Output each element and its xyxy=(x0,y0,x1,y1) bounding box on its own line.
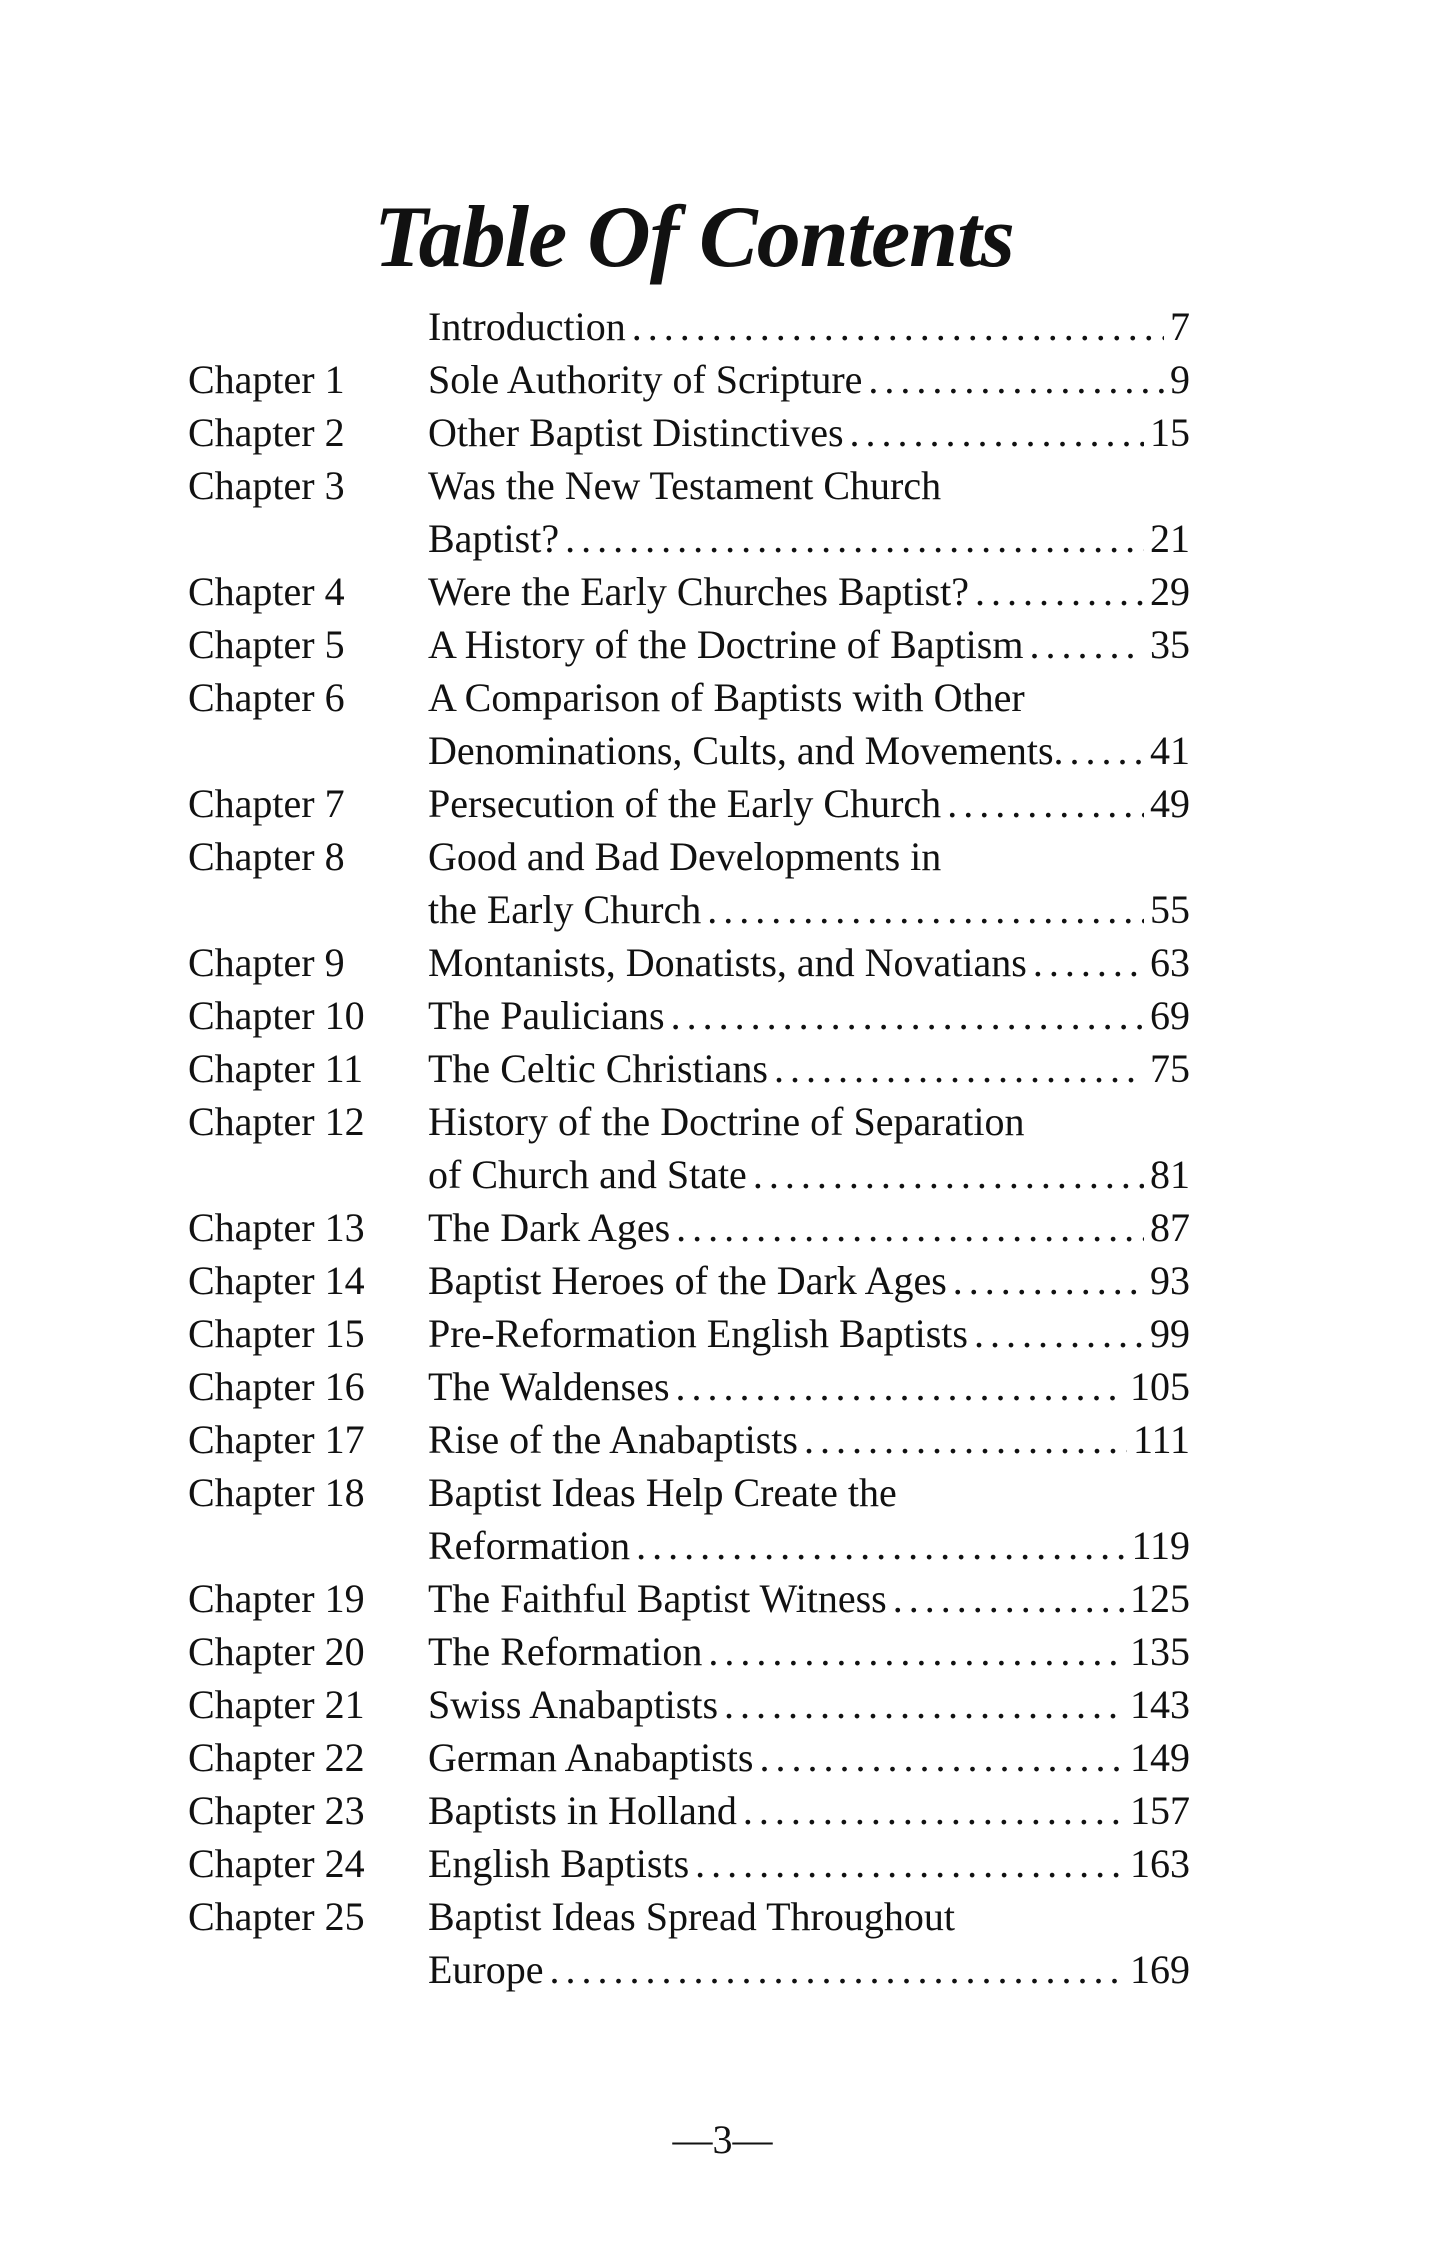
dot-leader xyxy=(708,1625,1124,1678)
entry-title-text: German Anabaptists xyxy=(428,1735,754,1780)
entry-title-text: Persecution of the Early Church xyxy=(428,781,942,826)
page-reference: 111 xyxy=(1132,1417,1190,1462)
entry-title-line xyxy=(428,1201,1190,1254)
dot-leader xyxy=(953,1254,1144,1307)
page-reference: 21 xyxy=(1150,516,1190,561)
entry-title-text: The Paulicians xyxy=(428,993,665,1038)
entry-title-line xyxy=(428,1731,1190,1784)
toc-entry xyxy=(0,777,1445,830)
page-reference: 87 xyxy=(1150,1205,1190,1250)
entry-title-line xyxy=(428,565,1190,618)
page-reference: 7 xyxy=(1170,304,1190,349)
entry-title-text: Pre-Reformation English Baptists xyxy=(428,1311,968,1356)
entry-title-line xyxy=(428,353,1190,406)
chapter-label: Chapter 20 xyxy=(188,1629,365,1674)
chapter-label: Chapter 7 xyxy=(188,781,345,826)
entry-title-text: English Baptists xyxy=(428,1841,690,1886)
chapter-label: Chapter 18 xyxy=(188,1470,365,1515)
chapter-label: Chapter 8 xyxy=(188,834,345,879)
entry-title-line xyxy=(428,1148,1190,1201)
page-reference: 119 xyxy=(1131,1523,1190,1568)
entry-title-line xyxy=(428,777,1190,830)
toc-entry xyxy=(0,1201,1445,1254)
page-reference: 125 xyxy=(1130,1576,1190,1621)
toc-entry xyxy=(0,1466,1445,1572)
chapter-label: Chapter 5 xyxy=(188,622,345,667)
toc-entry xyxy=(0,1625,1445,1678)
chapter-label: Chapter 1 xyxy=(188,357,345,402)
toc-entry xyxy=(0,1042,1445,1095)
entry-title-line xyxy=(428,1890,1190,1943)
chapter-label: Chapter 19 xyxy=(188,1576,365,1621)
entry-title-line xyxy=(428,1095,1190,1148)
entry-title-text: The Celtic Christians xyxy=(428,1046,768,1091)
toc-entry xyxy=(0,1678,1445,1731)
entry-title-line xyxy=(428,1042,1190,1095)
entry-title-line xyxy=(428,883,1190,936)
dot-leader xyxy=(947,777,1144,830)
page-reference: 81 xyxy=(1150,1152,1190,1197)
dot-leader xyxy=(550,1943,1124,1996)
toc-entry xyxy=(0,1731,1445,1784)
entry-title-line xyxy=(428,459,1190,512)
toc-entry xyxy=(0,1360,1445,1413)
entry-title-line xyxy=(428,1678,1190,1731)
dot-leader xyxy=(850,406,1144,459)
dot-leader xyxy=(565,512,1144,565)
toc-entry xyxy=(0,618,1445,671)
entry-title-line xyxy=(428,1254,1190,1307)
page-reference: 135 xyxy=(1130,1629,1190,1674)
toc-entry xyxy=(0,353,1445,406)
dot-leader xyxy=(975,565,1144,618)
entry-title-line xyxy=(428,1625,1190,1678)
entry-title-text: History of the Doctrine of Separation xyxy=(428,1099,1025,1144)
toc-entry xyxy=(0,1784,1445,1837)
page-reference: 169 xyxy=(1130,1947,1190,1992)
chapter-label: Chapter 12 xyxy=(188,1099,365,1144)
chapter-label: Chapter 13 xyxy=(188,1205,365,1250)
entry-title-text: A History of the Doctrine of Baptism xyxy=(428,622,1024,667)
page-reference: 41 xyxy=(1150,728,1190,773)
entry-title-line xyxy=(428,1837,1190,1890)
chapter-label: Chapter 10 xyxy=(188,993,365,1038)
entry-title-text: Baptist Ideas Spread Throughout xyxy=(428,1894,955,1939)
page-reference: 105 xyxy=(1130,1364,1190,1409)
toc-entry xyxy=(0,936,1445,989)
entry-title-text: The Waldenses xyxy=(428,1364,670,1409)
entry-title-line xyxy=(428,1784,1190,1837)
entry-title-line xyxy=(428,512,1190,565)
entry-title-line xyxy=(428,1360,1190,1413)
toc-entry xyxy=(0,671,1445,777)
toc-entry xyxy=(0,406,1445,459)
entry-title-line xyxy=(428,671,1190,724)
toc-entry xyxy=(0,989,1445,1042)
chapter-label: Chapter 4 xyxy=(188,569,345,614)
dot-leader xyxy=(760,1731,1125,1784)
entry-title-text: Baptist? xyxy=(428,516,560,561)
entry-title-line xyxy=(428,1572,1190,1625)
page-reference: 99 xyxy=(1150,1311,1190,1356)
chapter-label: Chapter 17 xyxy=(188,1417,365,1462)
toc-entry xyxy=(0,830,1445,936)
dot-leader xyxy=(1070,724,1144,777)
toc-entry xyxy=(0,1095,1445,1201)
dot-leader xyxy=(632,300,1164,353)
entry-title-text: Other Baptist Distinctives xyxy=(428,410,844,455)
chapter-label: Chapter 3 xyxy=(188,463,345,508)
dot-leader xyxy=(774,1042,1144,1095)
dot-leader xyxy=(676,1360,1124,1413)
entry-title-line xyxy=(428,1413,1190,1466)
page-reference: 9 xyxy=(1170,357,1190,402)
entry-title-line xyxy=(428,1307,1190,1360)
page-reference: 93 xyxy=(1150,1258,1190,1303)
chapter-label: Chapter 2 xyxy=(188,410,345,455)
page-title: Table Of Contents xyxy=(374,189,1014,286)
entry-title-line xyxy=(428,989,1190,1042)
page-number: —3— xyxy=(672,2117,773,2162)
entry-title-text: Baptist Ideas Help Create the xyxy=(428,1470,897,1515)
entry-title-text: A Comparison of Baptists with Other xyxy=(428,675,1025,720)
chapter-label: Chapter 6 xyxy=(188,675,345,720)
dot-leader xyxy=(804,1413,1127,1466)
entry-title-text: Sole Authority of Scripture xyxy=(428,357,863,402)
table-of-contents xyxy=(0,300,1445,1996)
page-reference: 149 xyxy=(1130,1735,1190,1780)
entry-title-line xyxy=(428,936,1190,989)
entry-title-text: Was the New Testament Church xyxy=(428,463,942,508)
toc-entry xyxy=(0,1413,1445,1466)
entry-title-text: the Early Church xyxy=(428,887,702,932)
entry-title-text: Were the Early Churches Baptist? xyxy=(428,569,970,614)
toc-entry xyxy=(0,1572,1445,1625)
toc-entry xyxy=(0,1890,1445,1996)
entry-title-line xyxy=(428,830,1190,883)
page-reference: 55 xyxy=(1150,887,1190,932)
dot-leader xyxy=(695,1837,1124,1890)
toc-entry xyxy=(0,300,1445,353)
dot-leader xyxy=(868,353,1164,406)
entry-title-text: Europe xyxy=(428,1947,544,1992)
entry-title-text: Baptists in Holland xyxy=(428,1788,737,1833)
chapter-label: Chapter 22 xyxy=(188,1735,365,1780)
dot-leader xyxy=(671,989,1144,1042)
entry-title-line xyxy=(428,724,1190,777)
dot-leader xyxy=(636,1519,1125,1572)
chapter-label: Chapter 21 xyxy=(188,1682,365,1727)
entry-title-line xyxy=(428,1519,1190,1572)
toc-entry xyxy=(0,459,1445,565)
entry-title-text: Montanists, Donatists, and Novatians xyxy=(428,940,1027,985)
page-reference: 69 xyxy=(1150,993,1190,1038)
entry-title-text: of Church and State xyxy=(428,1152,747,1197)
entry-title-line xyxy=(428,1466,1190,1519)
entry-title-text: The Dark Ages xyxy=(428,1205,671,1250)
chapter-label: Chapter 9 xyxy=(188,940,345,985)
chapter-label: Chapter 11 xyxy=(188,1046,364,1091)
dot-leader xyxy=(893,1572,1124,1625)
entry-title-text: Swiss Anabaptists xyxy=(428,1682,719,1727)
page-reference: 143 xyxy=(1130,1682,1190,1727)
dot-leader xyxy=(974,1307,1144,1360)
entry-title-text: Rise of the Anabaptists xyxy=(428,1417,798,1462)
entry-title-text: Baptist Heroes of the Dark Ages xyxy=(428,1258,947,1303)
chapter-label: Chapter 25 xyxy=(188,1894,365,1939)
dot-leader xyxy=(1029,618,1144,671)
entry-title-text: The Reformation xyxy=(428,1629,703,1674)
chapter-label: Chapter 23 xyxy=(188,1788,365,1833)
page-reference: 163 xyxy=(1130,1841,1190,1886)
toc-entry xyxy=(0,565,1445,618)
entry-title-line xyxy=(428,406,1190,459)
page-reference: 157 xyxy=(1130,1788,1190,1833)
chapter-label: Chapter 24 xyxy=(188,1841,365,1886)
dot-leader xyxy=(676,1201,1144,1254)
entry-title-text: Introduction xyxy=(428,304,626,349)
page-reference: 35 xyxy=(1150,622,1190,667)
dot-leader xyxy=(753,1148,1144,1201)
entry-title-line xyxy=(428,300,1190,353)
dot-leader xyxy=(1033,936,1144,989)
page-reference: 63 xyxy=(1150,940,1190,985)
chapter-label: Chapter 16 xyxy=(188,1364,365,1409)
entry-title-line xyxy=(428,618,1190,671)
entry-title-text: The Faithful Baptist Witness xyxy=(428,1576,887,1621)
entry-title-text: Denominations, Cults, and Movements. xyxy=(428,728,1064,773)
page-reference: 29 xyxy=(1150,569,1190,614)
page-reference: 15 xyxy=(1150,410,1190,455)
chapter-label: Chapter 14 xyxy=(188,1258,365,1303)
page-reference: 75 xyxy=(1150,1046,1190,1091)
toc-entry xyxy=(0,1254,1445,1307)
entry-title-text: Reformation xyxy=(428,1523,631,1568)
chapter-label: Chapter 15 xyxy=(188,1311,365,1356)
entry-title-line xyxy=(428,1943,1190,1996)
entry-title-text: Good and Bad Developments in xyxy=(428,834,942,879)
dot-leader xyxy=(707,883,1144,936)
page-reference: 49 xyxy=(1150,781,1190,826)
dot-leader xyxy=(743,1784,1124,1837)
toc-entry xyxy=(0,1837,1445,1890)
dot-leader xyxy=(724,1678,1124,1731)
toc-entry xyxy=(0,1307,1445,1360)
